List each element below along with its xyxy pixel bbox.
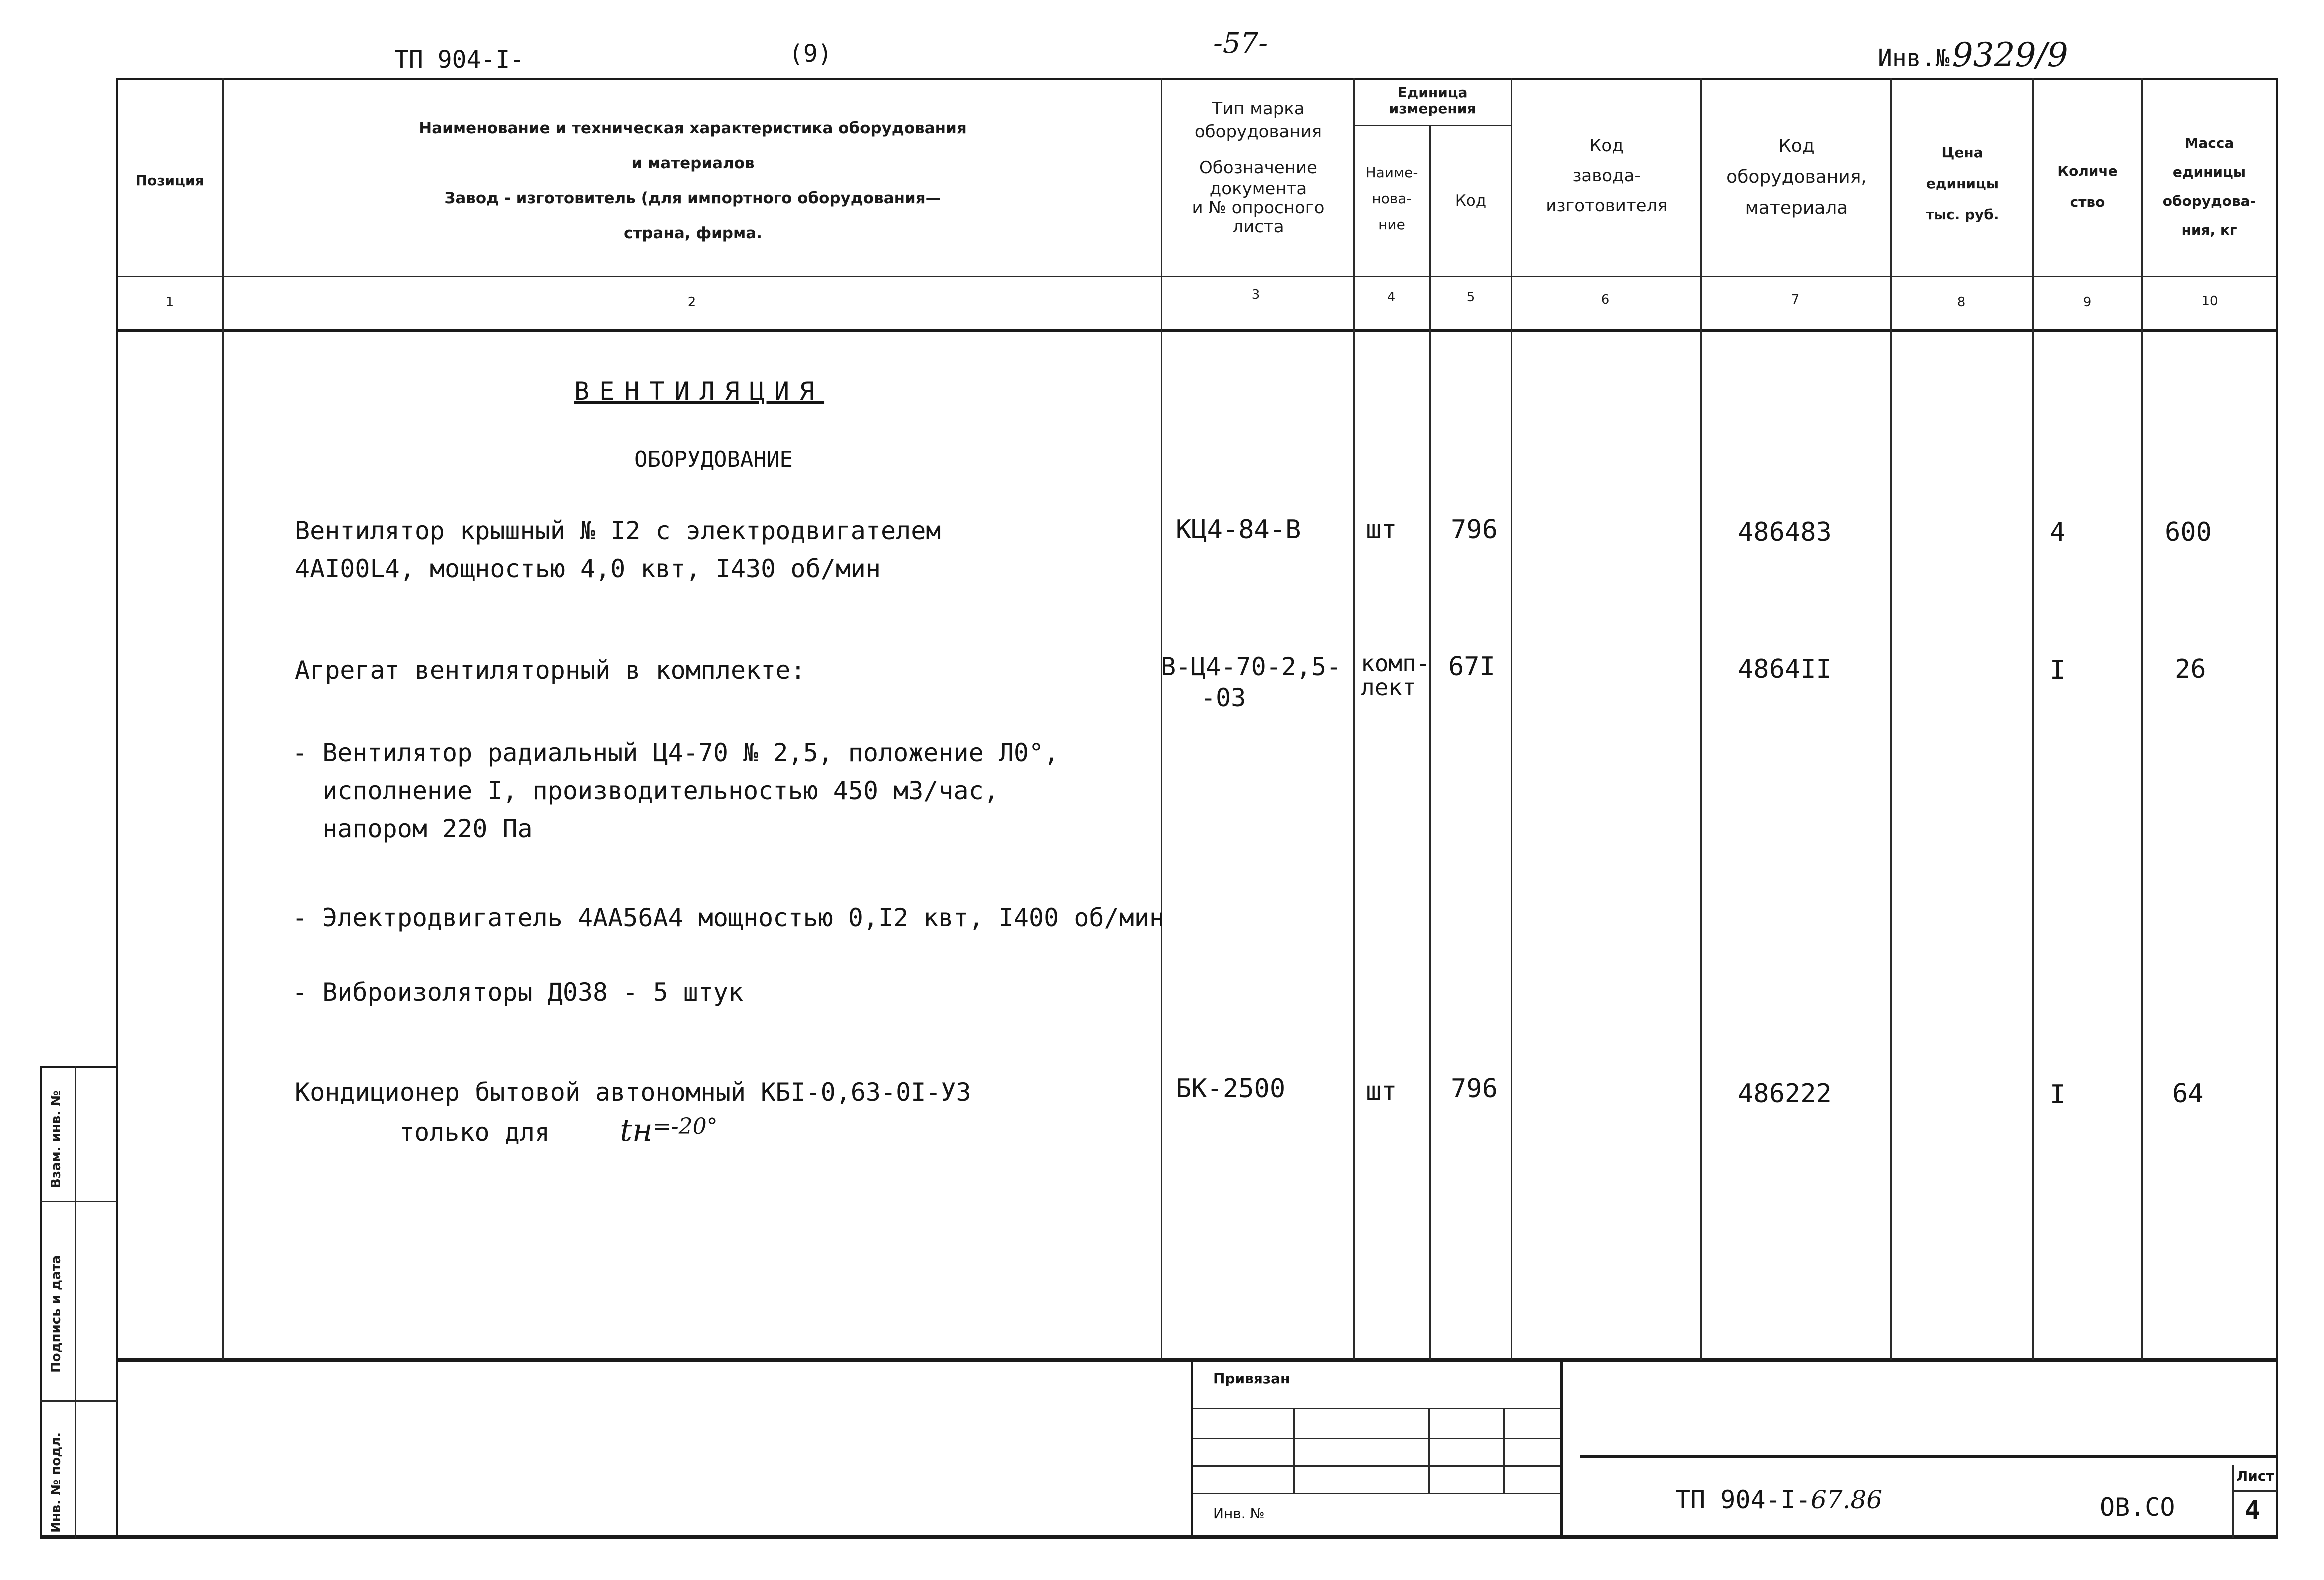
numbers-bottom-border bbox=[116, 329, 2278, 332]
header-maker-code-line3: изготовителя bbox=[1546, 196, 1668, 216]
header-equipment-code bbox=[1703, 131, 1890, 224]
conditioner-only-for: только для bbox=[399, 1118, 550, 1147]
sheet-label: Лист bbox=[2236, 1468, 2274, 1484]
conditioner-quantity: I bbox=[2050, 1080, 2066, 1110]
conditioner-equipment-code: 486222 bbox=[1738, 1079, 1832, 1109]
header-unit-line1: Единица bbox=[1397, 84, 1468, 101]
column-number: 4 bbox=[1387, 290, 1396, 305]
header-unit-name-line3: ние bbox=[1378, 216, 1405, 233]
inventory-label: Инв.№ bbox=[1878, 44, 1950, 72]
side-stamp-signature-date: Подпись и дата bbox=[49, 1255, 64, 1373]
header-maker-code-line2: завода- bbox=[1572, 166, 1641, 186]
roof-fan-type: КЦ4-84-В bbox=[1176, 515, 1301, 545]
roof-fan-equipment-code: 486483 bbox=[1738, 517, 1832, 547]
header-position bbox=[117, 170, 222, 191]
header-name-line3: Завод - изготовитель (для импортного оборудования— bbox=[444, 189, 941, 207]
list-item-motor bbox=[292, 899, 1164, 937]
subsection-title: ОБОРУДОВАНИЕ bbox=[634, 447, 793, 472]
header-price bbox=[1893, 137, 2032, 230]
header-type-line3: Обозначение bbox=[1199, 158, 1317, 178]
document-code bbox=[1675, 1485, 1882, 1514]
column-number: 2 bbox=[687, 295, 696, 310]
col-divider-7 bbox=[1890, 78, 1892, 1360]
sheet-part: (9) bbox=[789, 40, 832, 68]
conditioner-unit: шт bbox=[1366, 1076, 1397, 1106]
list-item-vibration-isolators bbox=[292, 973, 743, 1011]
title-inv-label: Инв. № bbox=[1213, 1505, 1265, 1522]
fan-unit-mass: 26 bbox=[2175, 654, 2206, 684]
roof-fan-unit: шт bbox=[1366, 515, 1397, 545]
fan-unit-unit-line2: лект bbox=[1361, 674, 1416, 701]
header-quantity-line2: ство bbox=[2070, 194, 2105, 210]
radial-fan-line2: исполнение I, производительностью 450 м3/час, bbox=[292, 776, 999, 805]
fan-unit-unit bbox=[1361, 651, 1430, 699]
header-mass-line3: оборудова- bbox=[2162, 193, 2256, 209]
bound-grid-line-2 bbox=[1193, 1438, 1560, 1439]
bound-grid-col-3 bbox=[1503, 1408, 1505, 1493]
roof-fan-quantity: 4 bbox=[2050, 517, 2066, 547]
header-type-line1: Тип марка bbox=[1212, 99, 1305, 119]
header-equipment-code-line1: Код bbox=[1778, 136, 1815, 156]
header-price-line2: единицы bbox=[1926, 175, 1999, 192]
table-row-fan-unit bbox=[295, 651, 806, 689]
motor-line1: - Электродвигатель 4АА56А4 мощностью 0,I2 квт, I400 об/мин bbox=[292, 903, 1164, 932]
header-quantity-line1: Количе bbox=[2057, 163, 2118, 179]
header-name-line2: и материалов bbox=[631, 154, 755, 172]
header-maker-code-line1: Код bbox=[1589, 136, 1624, 156]
roof-fan-mass: 600 bbox=[2165, 517, 2212, 547]
page-number: -57- bbox=[1213, 27, 1268, 60]
fan-unit-type-line2: -03 bbox=[1201, 683, 1246, 712]
conditioner-unit-code: 796 bbox=[1451, 1074, 1498, 1104]
col-divider-8 bbox=[2032, 78, 2034, 1360]
fan-unit-unit-code: 67I bbox=[1448, 652, 1495, 682]
column-number: 1 bbox=[165, 295, 174, 310]
fan-unit-unit-line1: комп- bbox=[1361, 650, 1430, 677]
header-unit-line2: измерения bbox=[1389, 100, 1476, 117]
side-stamp-top-border bbox=[40, 1066, 118, 1068]
fan-unit-quantity: I bbox=[2050, 655, 2066, 685]
side-stamp-replacement-inv: Взам. инв. № bbox=[49, 1090, 64, 1188]
fan-unit-description: Агрегат вентиляторный в комплекте: bbox=[295, 656, 806, 685]
header-name-line4: страна, фирма. bbox=[623, 224, 763, 242]
sheet-cell-left-border bbox=[2232, 1465, 2234, 1538]
column-number: 7 bbox=[1791, 292, 1800, 307]
col-divider-1 bbox=[222, 78, 224, 1360]
document-code-handwritten: 67.86 bbox=[1810, 1485, 1883, 1514]
table-row-roof-fan bbox=[295, 512, 941, 588]
unit-group-divider bbox=[1353, 125, 1512, 126]
side-stamp-original-inv: Инв. № подл. bbox=[49, 1432, 64, 1533]
header-unit-name-line1: Наиме- bbox=[1365, 164, 1418, 181]
header-type bbox=[1163, 97, 1353, 236]
conditioner-type: БК-2500 bbox=[1176, 1074, 1286, 1104]
header-mass bbox=[2143, 129, 2276, 245]
column-number: 5 bbox=[1466, 290, 1475, 305]
bound-grid-col-2 bbox=[1428, 1408, 1430, 1493]
bound-grid-line-3 bbox=[1193, 1465, 1560, 1467]
conditioner-mass: 64 bbox=[2172, 1079, 2204, 1109]
conditioner-description-line1: Кондиционер бытовой автономный КБI-0,63-0I-У3 bbox=[295, 1078, 971, 1107]
title-block-doc-line bbox=[1580, 1455, 2278, 1458]
column-number: 10 bbox=[2201, 294, 2218, 309]
fan-unit-equipment-code: 4864II bbox=[1738, 654, 1832, 684]
header-unit-group bbox=[1354, 85, 1511, 117]
document-mark: ОВ.СО bbox=[2100, 1493, 2175, 1522]
header-unit-code bbox=[1431, 189, 1511, 213]
temperature-symbol: tн bbox=[620, 1112, 653, 1148]
radial-fan-line3: напором 220 Па bbox=[292, 814, 533, 843]
title-block-divider-left bbox=[1191, 1358, 1193, 1538]
bound-grid-line-4 bbox=[1193, 1493, 1560, 1494]
bound-grid-col-1 bbox=[1293, 1408, 1295, 1493]
col-divider-6 bbox=[1700, 78, 1702, 1360]
sheet-cell-divider bbox=[2232, 1490, 2277, 1492]
header-quantity bbox=[2034, 156, 2141, 218]
project-code: ТП 904-I- bbox=[394, 46, 525, 74]
radial-fan-line1: - Вентилятор радиальный Ц4-70 № 2,5, положение Л0°, bbox=[292, 738, 1059, 767]
title-block-divider-right bbox=[1560, 1358, 1563, 1538]
header-type-line5: и № опросного bbox=[1192, 198, 1325, 218]
vibration-isolators-line1: - Виброизоляторы Д038 - 5 штук bbox=[292, 978, 744, 1007]
fan-unit-type bbox=[1161, 651, 1341, 713]
document-code-printed: ТП 904-I- bbox=[1675, 1485, 1811, 1514]
header-name-line1: Наименование и техническая характеристика оборудования bbox=[419, 119, 967, 137]
col-divider-5 bbox=[1511, 78, 1512, 1360]
col-divider-2 bbox=[1161, 78, 1162, 1360]
header-maker-code bbox=[1513, 131, 1700, 221]
roof-fan-description-line1: Вентилятор крышный № I2 с электродвигателем bbox=[295, 516, 941, 545]
section-title: ВЕНТИЛЯЦИЯ bbox=[574, 377, 825, 406]
header-position-label: Позиция bbox=[135, 172, 204, 189]
header-price-line3: тыс. руб. bbox=[1926, 206, 1999, 223]
header-equipment-code-line3: материала bbox=[1745, 198, 1848, 218]
fan-unit-type-line1: В-Ц4-70-2,5- bbox=[1161, 652, 1342, 681]
roof-fan-unit-code: 796 bbox=[1451, 515, 1498, 545]
side-stamp-divider-2 bbox=[40, 1400, 117, 1402]
column-number: 6 bbox=[1601, 292, 1610, 307]
conditioner-description-line2 bbox=[295, 1111, 971, 1153]
body-bottom-border bbox=[116, 1358, 2278, 1362]
col-divider-3 bbox=[1353, 78, 1355, 1360]
table-row-conditioner bbox=[295, 1073, 971, 1153]
page-bottom-border bbox=[40, 1535, 2278, 1539]
roof-fan-description-line2: 4АI00L4, мощностью 4,0 квт, I430 об/мин bbox=[295, 554, 881, 583]
header-type-line2: оборудования bbox=[1194, 122, 1322, 142]
header-type-line6: листа bbox=[1232, 217, 1284, 237]
bound-grid-line-1 bbox=[1193, 1408, 1560, 1409]
side-stamp-divider-1 bbox=[40, 1201, 117, 1202]
header-unit-name bbox=[1354, 160, 1429, 238]
column-number: 8 bbox=[1957, 295, 1966, 310]
header-mass-line2: единицы bbox=[2172, 164, 2246, 180]
header-mass-line1: Масса bbox=[2184, 135, 2234, 151]
inventory-stamp bbox=[1878, 36, 2068, 74]
header-mass-line4: ния, кг bbox=[2181, 222, 2237, 238]
header-bottom-border bbox=[116, 276, 2278, 277]
bound-label: Привязан bbox=[1213, 1370, 1290, 1387]
sheet-number: 4 bbox=[2245, 1495, 2261, 1525]
col-divider-4 bbox=[1429, 125, 1431, 1360]
list-item-radial-fan bbox=[292, 734, 1059, 848]
side-stamp-left-border bbox=[40, 1066, 42, 1539]
table-left-border bbox=[116, 78, 118, 1538]
header-type-line4: документа bbox=[1209, 179, 1307, 199]
header-unit-code-label: Код bbox=[1455, 192, 1487, 210]
column-number: 9 bbox=[2083, 295, 2092, 310]
header-unit-name-line2: нова- bbox=[1372, 190, 1412, 207]
temperature-value: =-20° bbox=[652, 1114, 718, 1139]
table-top-border bbox=[116, 78, 2278, 80]
table-right-border bbox=[2276, 78, 2278, 1539]
header-price-line1: Цена bbox=[1941, 144, 1983, 161]
side-stamp-inner-border bbox=[75, 1066, 76, 1538]
inventory-number: 9329/9 bbox=[1952, 36, 2068, 74]
col-divider-9 bbox=[2141, 78, 2143, 1360]
header-equipment-code-line2: оборудования, bbox=[1726, 167, 1867, 187]
header-name bbox=[225, 111, 1161, 251]
column-number: 3 bbox=[1251, 287, 1260, 302]
